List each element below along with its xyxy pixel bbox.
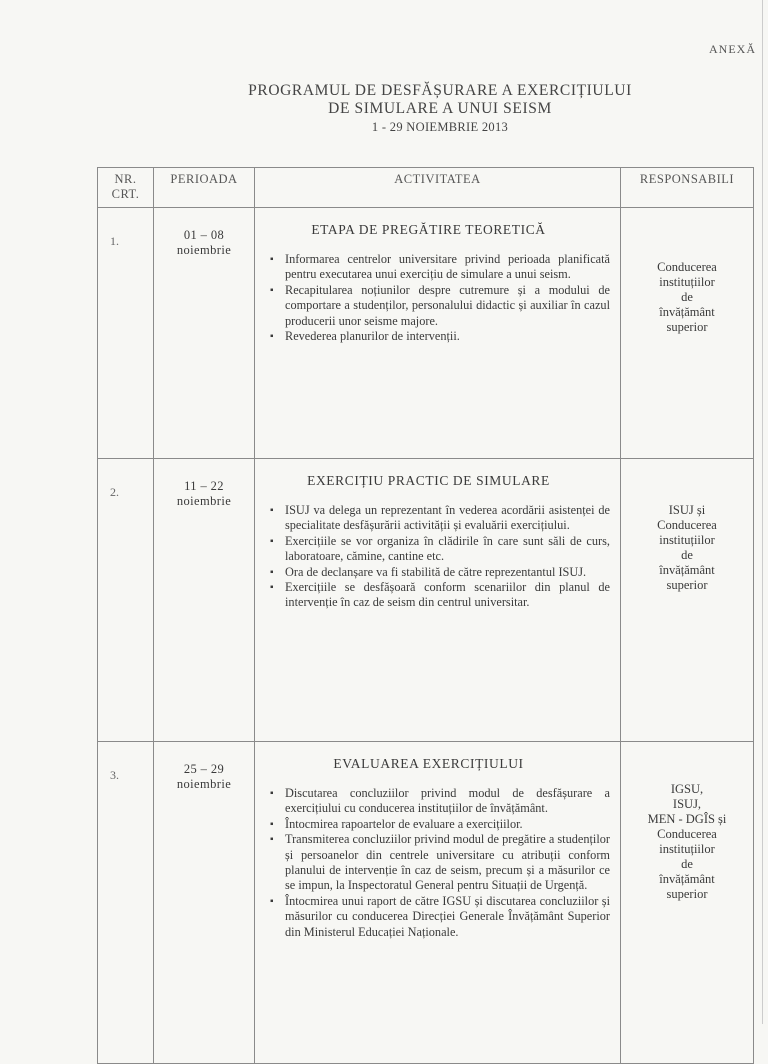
- list-item: ▪ Întocmirea rapoartelor de evaluare a exercițiilor.: [285, 817, 610, 832]
- responsible-line: ISUJ,: [672, 797, 702, 811]
- activity-section-title: EVALUAREA EXERCIȚIULUI: [333, 756, 524, 771]
- row-number: 3.: [98, 742, 154, 1064]
- list-item: ▪ Întocmirea unui raport de către IGSU și discutarea concluziilor și măsurilor cu conducerea Direcției Generale Învățământ Superior din Ministerul Educației Naționale.: [285, 894, 610, 940]
- responsible-line: învățământ: [659, 563, 715, 577]
- list-item: ▪ Informarea centrelor universitare privind perioada planificată pentru executarea unui exercițiu de simulare a unui seism.: [285, 252, 610, 283]
- document-title: [150, 82, 730, 136]
- period-month: noiembrie: [176, 494, 232, 508]
- activity-list: [261, 786, 610, 940]
- responsible-line: învățământ: [659, 872, 715, 886]
- column-header-nr: [98, 168, 154, 208]
- column-header-responsible: RESPONSABILI: [621, 168, 754, 208]
- activity-list: [261, 503, 610, 611]
- row-activity: [255, 459, 621, 742]
- table-row: [98, 459, 754, 742]
- row-number: 2.: [98, 459, 154, 742]
- responsible-line: de: [681, 548, 693, 562]
- row-responsible: [621, 459, 754, 742]
- title-line-2: DE SIMULARE A UNUI SEISM: [328, 100, 552, 117]
- row-responsible: [621, 742, 754, 1064]
- period-days: 25 – 29: [183, 762, 225, 776]
- responsible-line: Conducerea: [657, 260, 717, 274]
- row-activity: [255, 742, 621, 1064]
- responsible-line: ISUJ și: [668, 503, 706, 517]
- column-header-nr-line1: NR.: [114, 172, 137, 186]
- activity-section-title: EXERCIȚIU PRACTIC DE SIMULARE: [307, 473, 550, 488]
- row-period: [154, 742, 255, 1064]
- responsible-line: superior: [666, 578, 708, 592]
- annex-label: ANEXĂ: [709, 42, 756, 56]
- list-item: ▪ Transmiterea concluziilor privind modul de pregătire a studenților și persoanelor din centrele universitare cu atribuții conform planului de intervenție în caz de seism, precum și a măsurilor ce se impun, la Inspectoratul General pentru Situații de Urgență.: [285, 832, 610, 894]
- responsible-line: instituțiilor: [659, 533, 715, 547]
- list-item: ▪ Ora de declanșare va fi stabilită de către reprezentantul ISUJ.: [285, 565, 610, 580]
- row-period: [154, 459, 255, 742]
- period-days: 11 – 22: [184, 479, 224, 493]
- title-line-1: PROGRAMUL DE DESFĂȘURARE A EXERCIȚIULUI: [248, 82, 632, 99]
- responsible-line: Conducerea: [657, 827, 717, 841]
- responsible-line: superior: [666, 320, 708, 334]
- activity-section-title: ETAPA DE PREGĂTIRE TEORETICĂ: [311, 222, 546, 237]
- table-row: [98, 742, 754, 1064]
- table-header-row: [98, 168, 754, 208]
- column-header-period: PERIOADA: [154, 168, 255, 208]
- responsible-line: de: [681, 857, 693, 871]
- column-header-activity: ACTIVITATEA: [255, 168, 621, 208]
- row-responsible: [621, 208, 754, 459]
- table-row: [98, 208, 754, 459]
- row-activity: [255, 208, 621, 459]
- list-item: ▪ Exercițiile se vor organiza în clădirile în care sunt săli de curs, laboratoare, cămine, cantine etc.: [285, 534, 610, 565]
- period-days: 01 – 08: [183, 228, 225, 242]
- responsible-line: de: [681, 290, 693, 304]
- list-item: ▪ Exercițiile se desfășoară conform scenariilor din planul de intervenție în caz de seism din centrul universitar.: [285, 580, 610, 611]
- list-item: ▪ Discutarea concluziilor privind modul de desfășurare a exercițiului cu conducerea instituțiilor de învățământ.: [285, 786, 610, 817]
- row-period: [154, 208, 255, 459]
- responsible-line: IGSU,: [670, 782, 704, 796]
- responsible-line: superior: [666, 887, 708, 901]
- period-month: noiembrie: [176, 243, 232, 257]
- title-dates: 1 - 29 NOIEMBRIE 2013: [371, 120, 509, 134]
- program-table: [97, 167, 754, 1064]
- responsible-line: învățământ: [659, 305, 715, 319]
- row-number: 1.: [98, 208, 154, 459]
- list-item: ▪ Recapitularea noțiunilor despre cutremure și a modului de comportare a studenților, personalului didactic și auxiliar în cazul producerii unor seisme majore.: [285, 283, 610, 329]
- responsible-line: instituțiilor: [659, 842, 715, 856]
- list-item: ▪ ISUJ va delega un reprezentant în vederea acordării asistenței de specialitate desfășurării activității și evaluării exercițiului.: [285, 503, 610, 534]
- activity-list: [261, 252, 610, 344]
- list-item: ▪ Revederea planurilor de intervenții.: [285, 329, 610, 344]
- page-edge-line: [762, 0, 763, 1024]
- responsible-line: Conducerea: [657, 518, 717, 532]
- responsible-line: instituțiilor: [659, 275, 715, 289]
- column-header-nr-line2: CRT.: [111, 187, 140, 201]
- responsible-line: MEN - DGÎS și: [647, 812, 727, 826]
- period-month: noiembrie: [176, 777, 232, 791]
